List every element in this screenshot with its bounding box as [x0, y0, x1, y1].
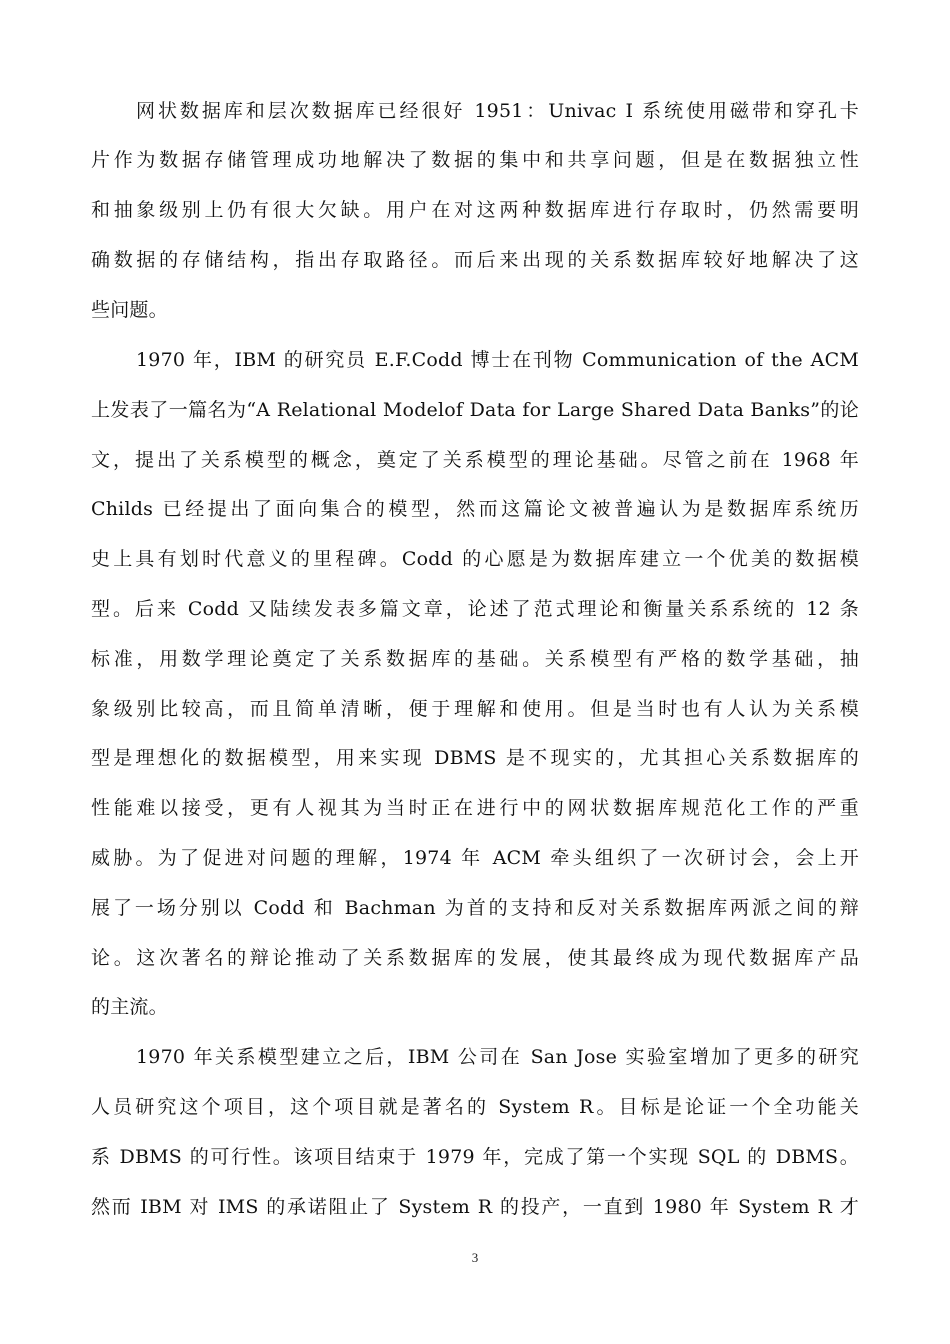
text-line: Childs 已经提出了面向集合的模型，然而这篇论文被普遍认为是数据库系统历	[91, 498, 859, 520]
text-line: 上发表了一篇名为“A Relational Modelof Data for Large Shared Data Banks”的论	[91, 399, 859, 421]
text-line: 和抽象级别上仍有很大欠缺。用户在对这两种数据库进行存取时，仍然需要明	[91, 199, 859, 221]
text-line: 片作为数据存储管理成功地解决了数据的集中和共享问题，但是在数据独立性	[91, 149, 859, 171]
text-line: 性能难以接受，更有人视其为当时正在进行中的网状数据库规范化工作的严重	[91, 797, 859, 819]
text-line: 网状数据库和层次数据库已经很好 1951：Univac I 系统使用磁带和穿孔卡	[136, 100, 859, 122]
text-line: 象级别比较高，而且简单清晰，便于理解和使用。但是当时也有人认为关系模	[91, 698, 859, 720]
text-line: 系 DBMS 的可行性。该项目结束于 1979 年，完成了第一个实现 SQL 的 DBMS。	[91, 1146, 859, 1168]
page-number: 3	[471, 1250, 479, 1265]
text-line: 人员研究这个项目，这个项目就是著名的 System R。目标是论证一个全功能关	[91, 1096, 859, 1118]
text-line: 展了一场分别以 Codd 和 Bachman 为首的支持和反对关系数据库两派之间的辩	[91, 897, 859, 919]
text-line: 些问题。	[91, 299, 168, 321]
text-line: 标准，用数学理论奠定了关系数据库的基础。关系模型有严格的数学基础，抽	[91, 648, 859, 670]
text-line: 1970 年关系模型建立之后，IBM 公司在 San Jose 实验室增加了更多的研究	[136, 1046, 859, 1068]
text-line: 文，提出了关系模型的概念，奠定了关系模型的理论基础。尽管之前在 1968 年	[91, 449, 859, 471]
text-line: 确数据的存储结构，指出存取路径。而后来出现的关系数据库较好地解决了这	[91, 249, 859, 271]
text-line: 型是理想化的数据模型，用来实现 DBMS 是不现实的，尤其担心关系数据库的	[91, 747, 859, 769]
text-line: 威胁。为了促进对问题的理解，1974 年 ACM 牵头组织了一次研讨会，会上开	[91, 847, 859, 869]
text-line: 型。后来 Codd 又陆续发表多篇文章，论述了范式理论和衡量关系系统的 12 条	[91, 598, 859, 620]
text-line: 史上具有划时代意义的里程碑。Codd 的心愿是为数据库建立一个优美的数据模	[91, 548, 859, 570]
text-line: 1970 年，IBM 的研究员 E.F.Codd 博士在刊物 Communication of the ACM	[136, 349, 859, 371]
text-line: 论。这次著名的辩论推动了关系数据库的发展，使其最终成为现代数据库产品	[91, 947, 859, 969]
text-line: 的主流。	[91, 996, 168, 1018]
text-line: 然而 IBM 对 IMS 的承诺阻止了 System R 的投产，一直到 1980 年 System R 才	[91, 1196, 859, 1218]
